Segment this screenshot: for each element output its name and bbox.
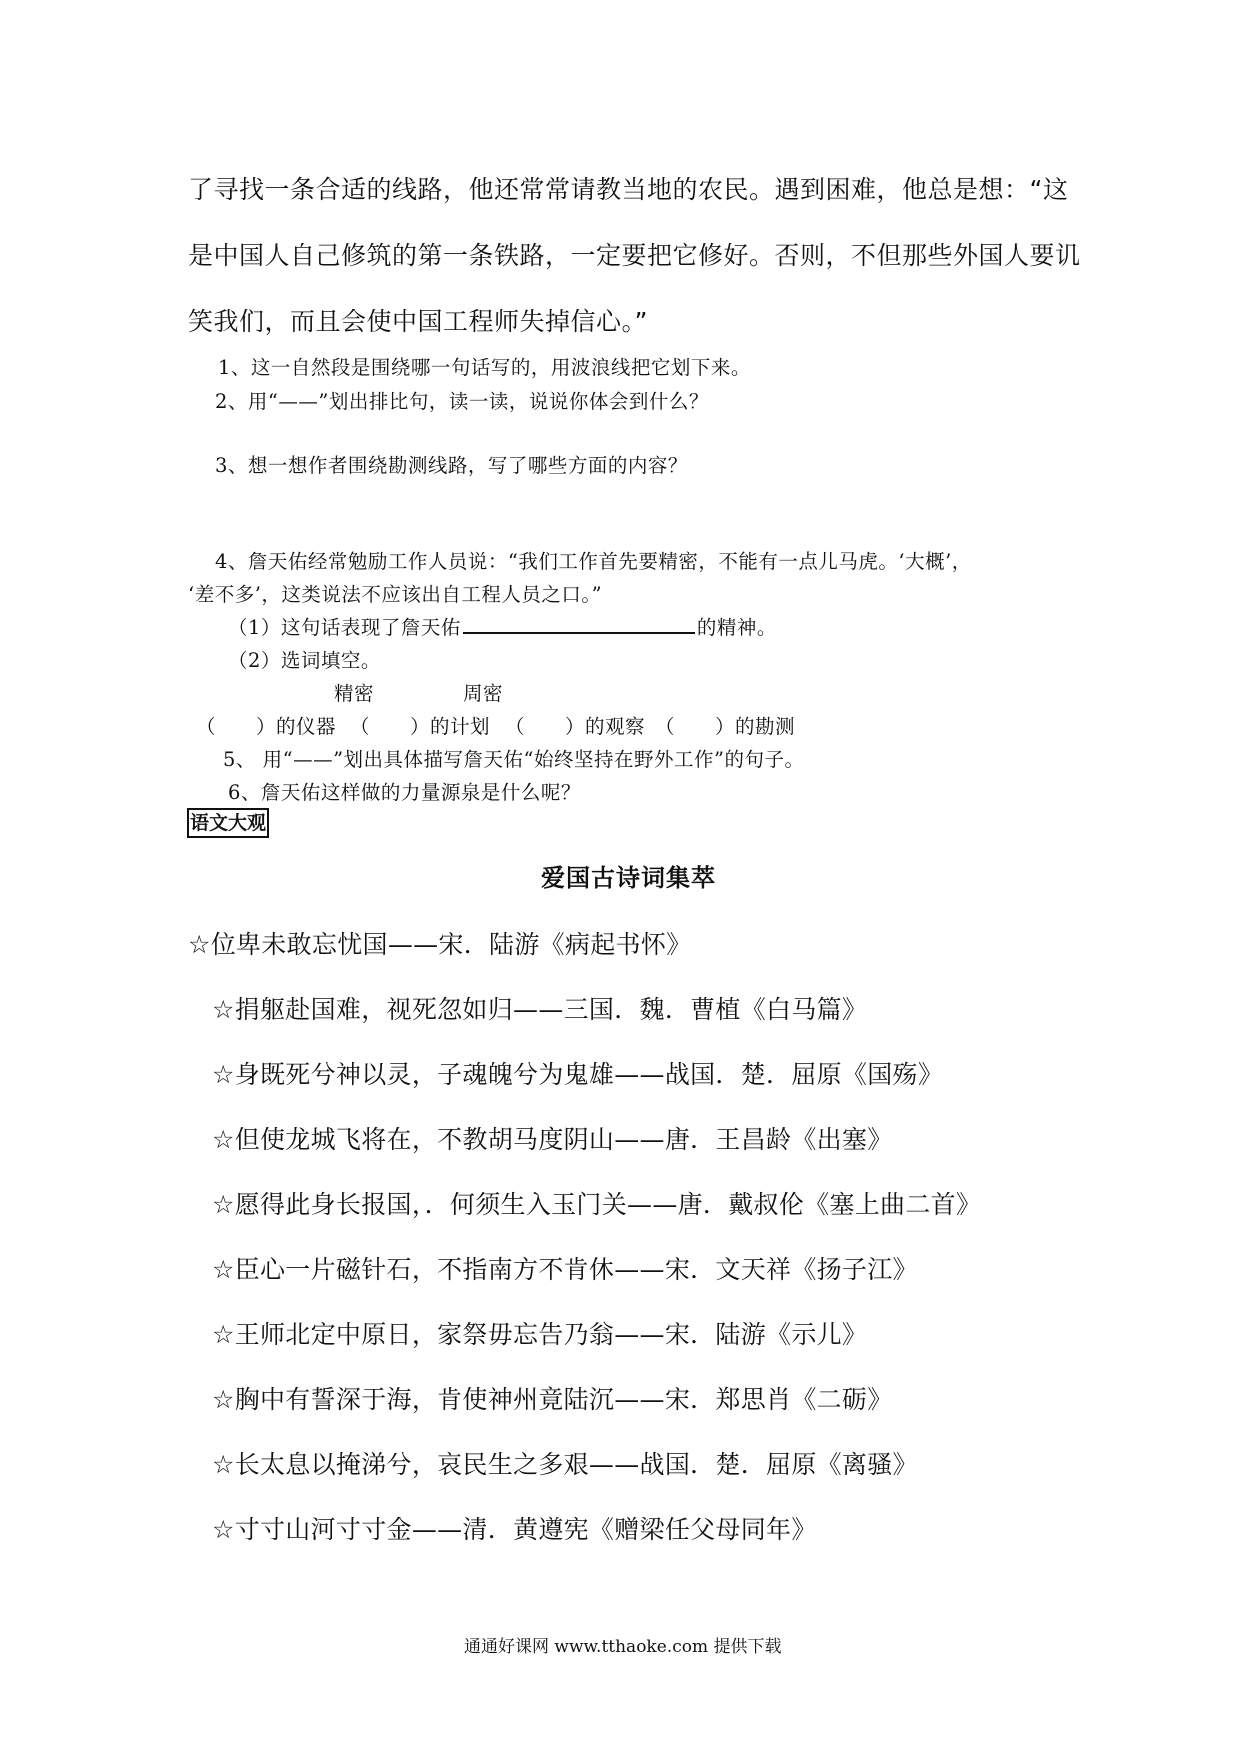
word-bank-item-2: 周密 — [463, 682, 504, 705]
poem-line-5: ☆愿得此身长报国，．何须生入玉门关——唐．戴叔伦《塞上曲二首》 — [212, 1190, 982, 1219]
fill-item-4: （ ）的勘测 — [655, 715, 796, 738]
poem-line-6: ☆臣心一片磁针石，不指南方不肯休——宋．文天祥《扬子江》 — [212, 1255, 918, 1284]
fill-item-2: （ ）的计划 — [350, 715, 491, 738]
poem-line-9: ☆长太息以掩涕兮，哀民生之多艰——战国．楚．屈原《离骚》 — [212, 1450, 918, 1479]
question-1: 1、这一自然段是围绕哪一句话写的，用波浪线把它划下来。 — [218, 356, 751, 379]
question-4-line-1: 4、詹天佑经常勉励工作人员说：“我们工作首先要精密，不能有一点儿马虎。‘大概’， — [215, 550, 972, 573]
sub1-text-before: （1）这句话表现了詹天佑 — [228, 616, 461, 639]
question-6: 6、詹天佑这样做的力量源泉是什么呢？ — [228, 781, 581, 804]
question-3: 3、想一想作者围绕勘测线路，写了哪些方面的内容？ — [215, 454, 688, 477]
passage-line-1: 了寻找一条合适的线路，他还常常请教当地的农民。遇到困难，他总是想：“这 — [188, 175, 1069, 204]
poem-line-3: ☆身既死兮神以灵，子魂魄兮为鬼雄——战国．楚．屈原《国殇》 — [212, 1060, 944, 1089]
fill-item-3: （ ）的观察 — [505, 715, 646, 738]
passage-line-3: 笑我们，而且会使中国工程师失掉信心。” — [188, 307, 648, 336]
passage-line-2: 是中国人自己修筑的第一条铁路，一定要把它修好。否则，不但那些外国人要讥 — [188, 241, 1081, 270]
fill-item-1: （ ）的仪器 — [196, 715, 337, 738]
page-footer: 通通好课网 www.tthaoke.com 提供下载 — [464, 1637, 782, 1657]
section-label: 语文大观 — [187, 808, 269, 838]
poem-line-1: ☆位卑未敢忘忧国——宋．陆游《病起书怀》 — [188, 930, 692, 959]
answer-blank[interactable] — [463, 614, 695, 634]
sub1-text-after: 的精神。 — [696, 616, 777, 639]
poem-line-2: ☆捐躯赴国难，视死忽如归——三国．魏．曹植《白马篇》 — [212, 995, 868, 1024]
poem-line-10: ☆寸寸山河寸寸金——清．黄遵宪《赠梁任父母同年》 — [212, 1515, 817, 1544]
question-4-line-2: ‘差不多’，这类说法不应该出自工程人员之口。” — [188, 583, 603, 606]
poem-line-4: ☆但使龙城飞将在，不教胡马度阴山——唐．王昌龄《出塞》 — [212, 1125, 893, 1154]
poem-line-8: ☆胸中有誓深于海，肯使神州竟陆沉——宋．郑思肖《二砺》 — [212, 1385, 893, 1414]
question-5: 5、 用“——”划出具体描写詹天佑“始终坚持在野外工作”的句子。 — [223, 748, 805, 771]
question-4-sub-1 — [228, 612, 777, 640]
word-bank-item-1: 精密 — [334, 682, 375, 705]
question-4-sub-2: （2）选词填空。 — [228, 649, 381, 672]
poems-title: 爱国古诗词集萃 — [541, 864, 716, 892]
question-2: 2、用“——”划出排比句，读一读，说说你体会到什么？ — [215, 390, 709, 413]
poem-line-7: ☆王师北定中原日，家祭毋忘告乃翁——宋．陆游《示儿》 — [212, 1320, 868, 1349]
